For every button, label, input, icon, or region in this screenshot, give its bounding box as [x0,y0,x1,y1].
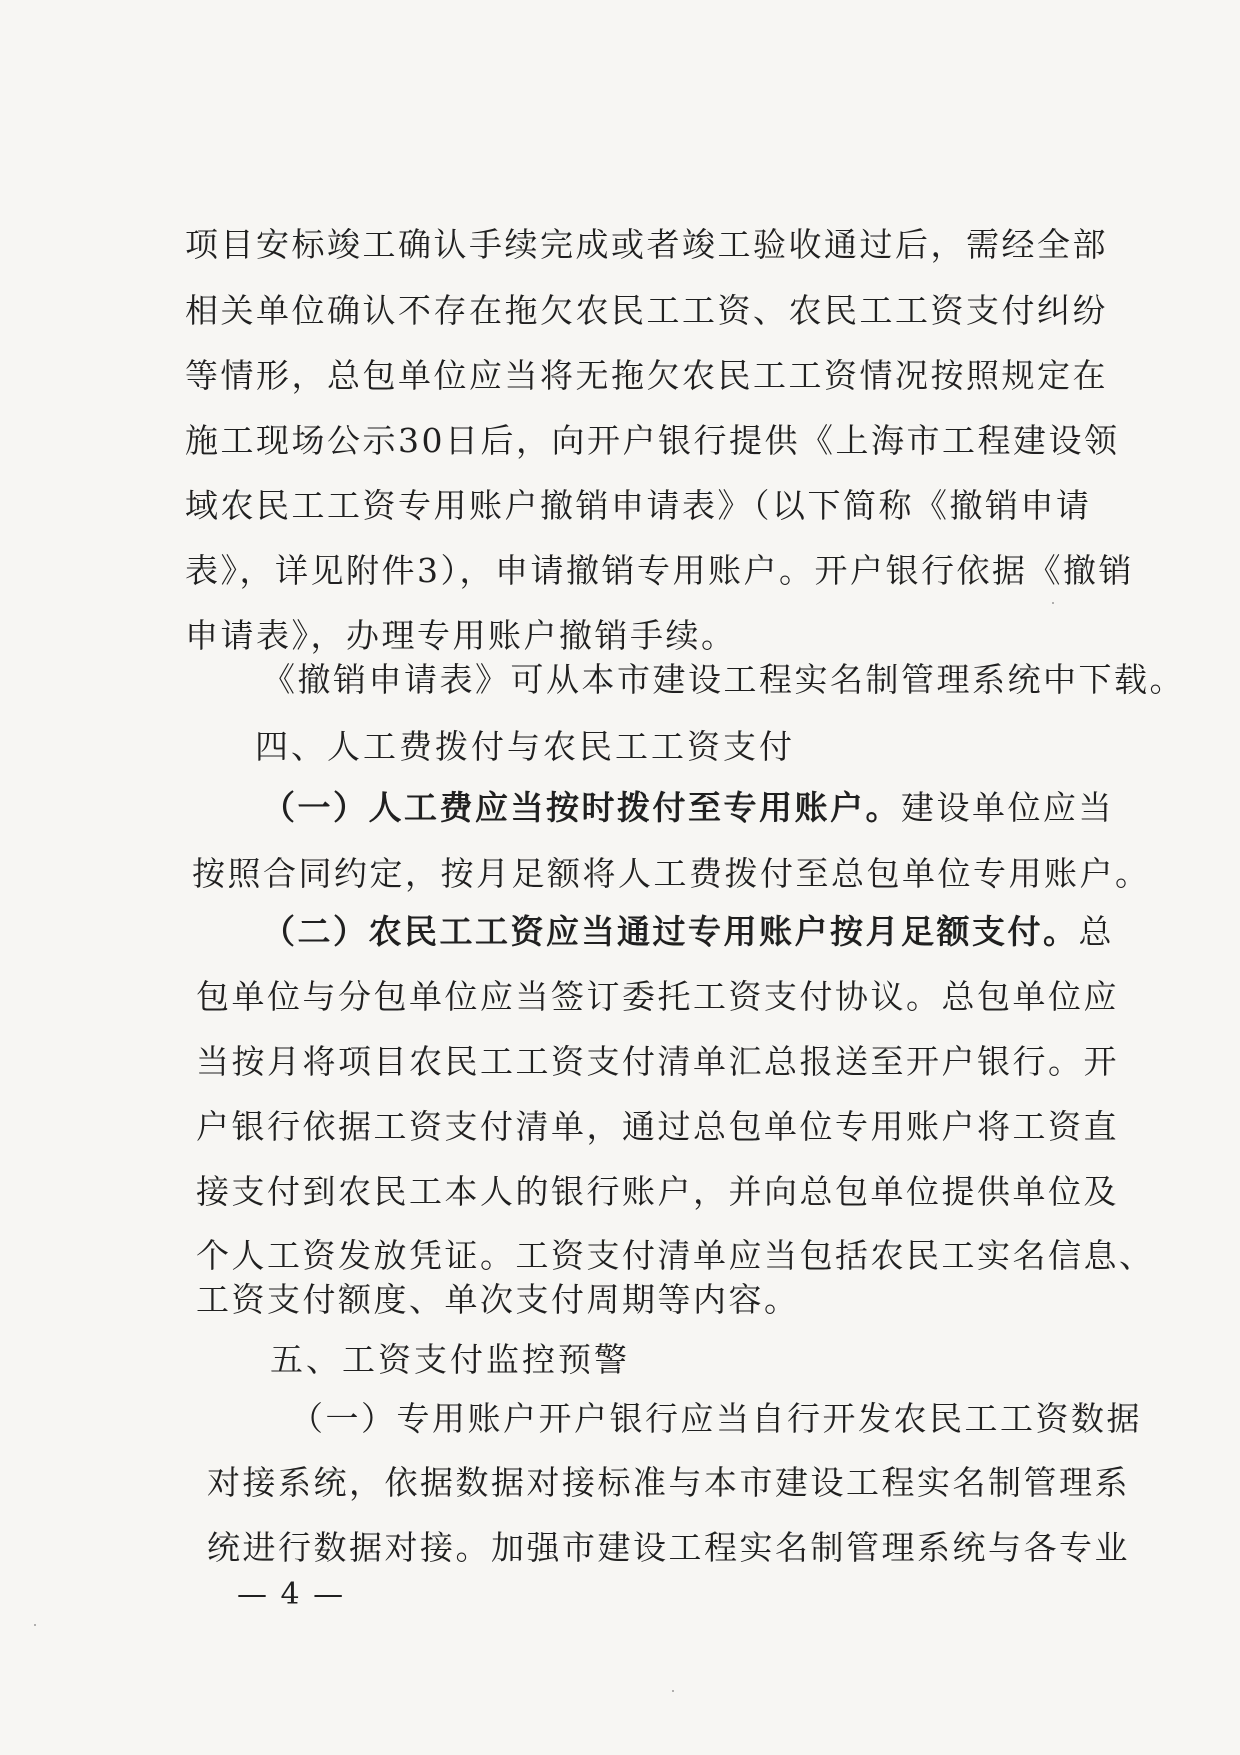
paragraph-line: 按照合同约定，按月足额将人工费拨付至总包单位专用账户。 [192,854,1151,893]
paragraph-line: 表》，详见附件3），申请撤销专用账户。开户银行依据《撤销 [185,551,1134,590]
paragraph-line: 相关单位确认不存在拖欠农民工工资、农民工工资支付纠纷 [185,291,1108,330]
section4-item1-title: （一）人工费应当按时拨付至专用账户。 [262,788,901,827]
download-note: 《撤销申请表》可从本市建设工程实名制管理系统中下载。 [262,660,1185,699]
page-number: — 4 — [237,1577,346,1612]
section4-item2-first-line [262,912,1114,952]
scan-speck [672,1690,674,1692]
section4-item1-first-line [262,788,1114,828]
paragraph-line: 工资支付额度、单次支付周期等内容。 [196,1280,800,1319]
scan-speck [1052,602,1054,604]
paragraph-line: 包单位与分包单位应当签订委托工资支付协议。总包单位应 [196,977,1119,1016]
paragraph-line: 户银行依据工资支付清单，通过总包单位专用账户将工资直 [196,1107,1119,1146]
paragraph-line: 统进行数据对接。加强市建设工程实名制管理系统与各专业 [207,1528,1130,1567]
paragraph-line: 项目安标竣工确认手续完成或者竣工验收通过后，需经全部 [185,225,1108,264]
paragraph-line: （一）专用账户开户银行应当自行开发农民工工资数据 [290,1399,1142,1438]
section-heading-4: 四、人工费拨付与农民工工资支付 [255,727,795,766]
section4-item2-rest: 总 [1078,912,1114,951]
section4-item2-title: （二）农民工工资应当通过专用账户按月足额支付。 [262,912,1079,951]
scan-speck [34,1624,36,1626]
paragraph-line: 申请表》，办理专用账户撤销手续。 [185,616,737,655]
paragraph-line: 域农民工工资专用账户撤销申请表》（以下简称《撤销申请 [185,486,1092,525]
paragraph-line: 对接系统，依据数据对接标准与本市建设工程实名制管理系 [207,1463,1130,1502]
section4-item1-rest: 建设单位应当 [901,788,1114,827]
paragraph-line: 当按月将项目农民工工资支付清单汇总报送至开户银行。开 [196,1042,1119,1081]
section-heading-5: 五、工资支付监控预警 [270,1340,630,1379]
paragraph-line: 施工现场公示30日后，向开户银行提供《上海市工程建设领 [185,421,1120,460]
paragraph-line: 接支付到农民工本人的银行账户，并向总包单位提供单位及 [196,1172,1119,1211]
paragraph-line: 等情形，总包单位应当将无拖欠农民工工资情况按照规定在 [185,356,1108,395]
paragraph-line: 个人工资发放凭证。工资支付清单应当包括农民工实名信息、 [196,1236,1155,1275]
